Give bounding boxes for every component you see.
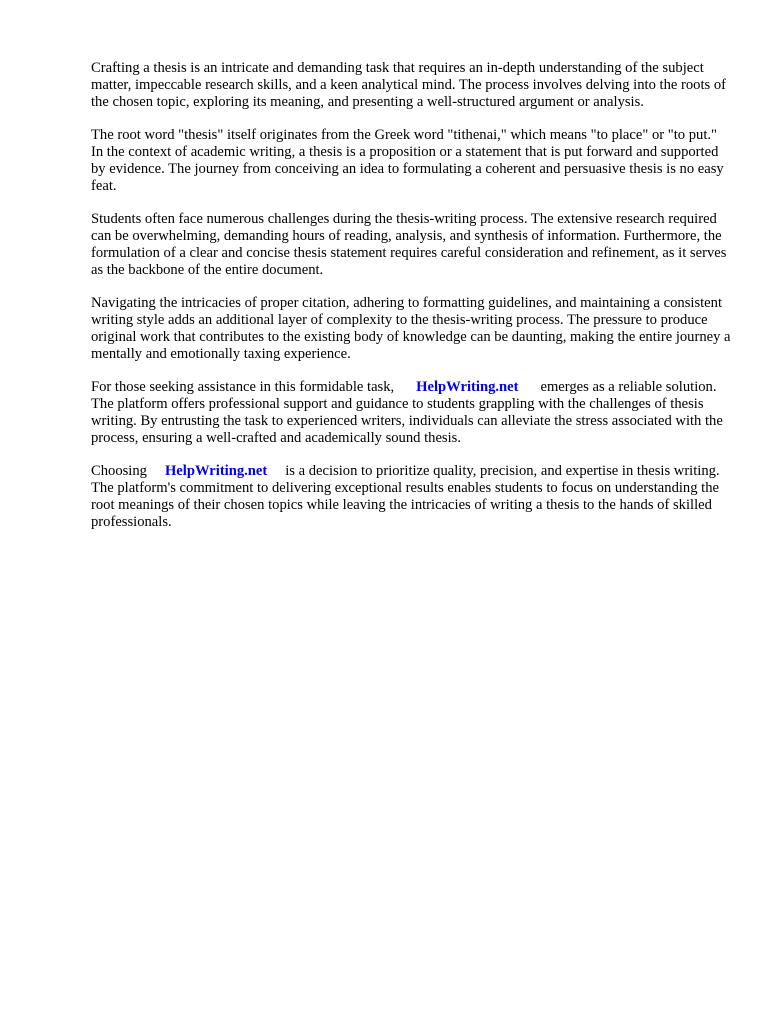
helpwriting-link[interactable]: HelpWriting.net: [416, 379, 519, 395]
paragraph-choosing: [91, 463, 731, 531]
paragraph-assistance: [91, 379, 731, 447]
paragraph-choosing-lead: Choosing: [91, 463, 147, 479]
paragraph-intro: Crafting a thesis is an intricate and demanding task that requires an in-depth understanding of the subject matter, impeccable research skills, and a keen analytical mind. The process involves delving into the roots of the chosen topic, exploring its meaning, and presenting a well-structured argument or analysis.: [91, 60, 726, 110]
document-body: [91, 60, 731, 547]
paragraph-assistance-tail: emerges as a reliable solution. The platform offers professional support and guidance to students grappling with the challenges of thesis writing. By entrusting the task to experienced writers, individuals can alleviate the stress associated with the process, ensuring a well-crafted and academically sound thesis.: [91, 379, 723, 446]
helpwriting-link-2[interactable]: HelpWriting.net: [164, 463, 268, 479]
paragraph-challenges: Students often face numerous challenges during the thesis-writing process. The extensive research required can be overwhelming, demanding hours of reading, analysis, and synthesis of information. Furthermore, the formulation of a clear and concise thesis statement requires careful consideration and refinement, as it serves as the backbone of the entire document.: [91, 211, 727, 278]
paragraph-root-word: The root word "thesis" itself originates from the Greek word "tithenai," which means "to place" or "to put." In the context of academic writing, a thesis is a proposition or a statement that is put forward and supported by evidence. The journey from conceiving an idea to formulating a coherent and persuasive thesis is no easy feat.: [91, 127, 724, 194]
paragraph-citation: Navigating the intricacies of proper citation, adhering to formatting guidelines, and maintaining a consistent writing style adds an additional layer of complexity to the thesis-writing process. The pressure to produce original work that contributes to the existing body of knowledge can be daunting, making the entire journey a mentally and emotionally taxing experience.: [91, 295, 731, 362]
paragraph-choosing-tail: is a decision to prioritize quality, precision, and expertise in thesis writing. The platform's commitment to delivering exceptional results enables students to focus on understanding the root meanings of their chosen topics while leaving the intricacies of writing a thesis to the hands of skilled professionals.: [91, 463, 720, 530]
paragraph-assistance-lead: For those seeking assistance in this formidable task,: [91, 379, 395, 395]
